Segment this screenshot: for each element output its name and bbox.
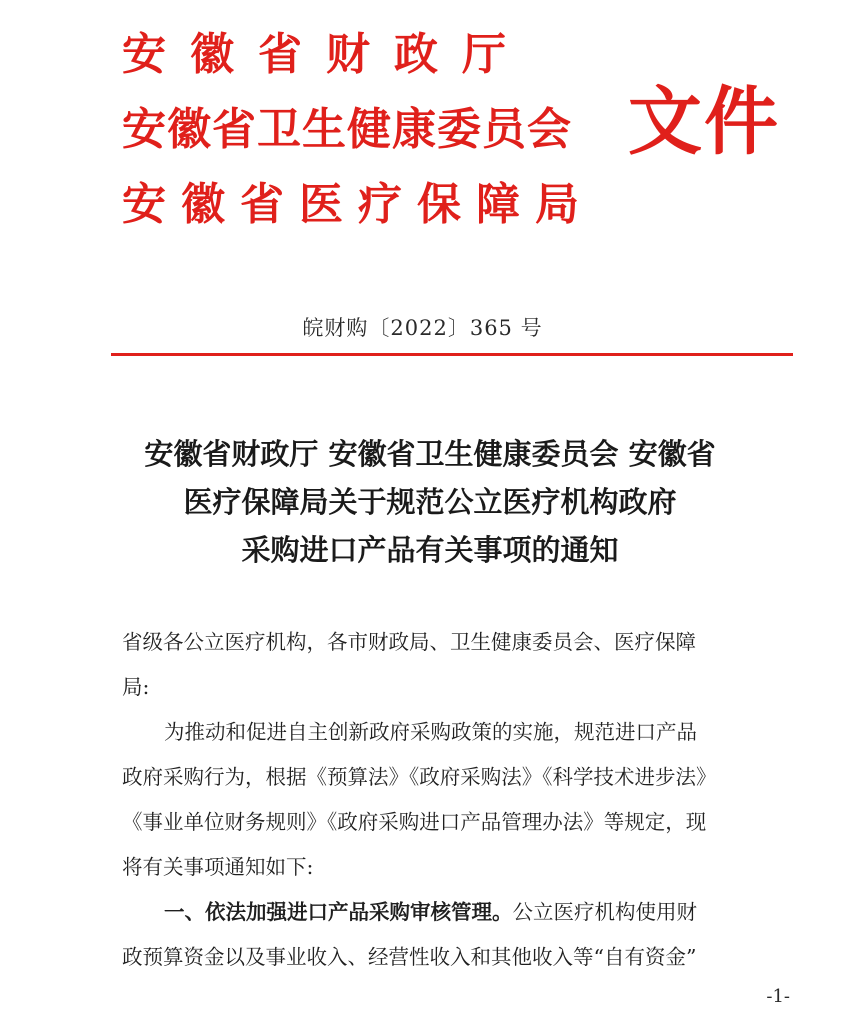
issuer-health-commission: 安徽省卫生健康委员会	[122, 104, 572, 155]
section-1-line-1	[122, 890, 794, 935]
title-line-3: 采购进口产品有关事项的通知	[241, 533, 619, 567]
title-line-1: 安徽省财政厅 安徽省卫生健康委员会 安徽省	[144, 437, 716, 471]
document-type-word: 文件	[628, 79, 780, 165]
notice-title	[80, 430, 780, 574]
addressee-line-1: 省级各公立医疗机构，各市财政局、卫生健康委员会、医疗保障	[122, 630, 696, 654]
page-number: -1-	[766, 986, 790, 1007]
document-number: 皖财购〔2022〕365 号	[302, 316, 543, 340]
issuer-finance-department: 安徽省财政厅	[122, 29, 530, 80]
red-separator-line	[111, 353, 793, 356]
notice-body	[122, 620, 794, 980]
section-1-line-2: 政预算资金以及事业收入、经营性收入和其他收入等“自有资金”	[122, 945, 697, 969]
paragraph-1-line-1: 为推动和促进自主创新政府采购政策的实施，规范进口产品	[164, 720, 697, 744]
paragraph-1-line-2: 政府采购行为，根据《预算法》《政府采购法》《科学技术进步法》	[122, 765, 717, 789]
addressee-line-2: 局:	[122, 675, 150, 699]
section-1-line-1-text: 公立医疗机构使用财	[512, 900, 697, 924]
section-1-heading: 一、依法加强进口产品采购审核管理。	[164, 900, 513, 924]
title-line-2: 医疗保障局关于规范公立医疗机构政府	[183, 485, 677, 519]
paragraph-1-line-4: 将有关事项通知如下:	[122, 855, 314, 879]
paragraph-1-line-3: 《事业单位财务规则》《政府采购进口产品管理办法》等规定，现	[122, 810, 707, 834]
issuer-medical-security-bureau: 安徽省医疗保障局	[122, 179, 594, 230]
